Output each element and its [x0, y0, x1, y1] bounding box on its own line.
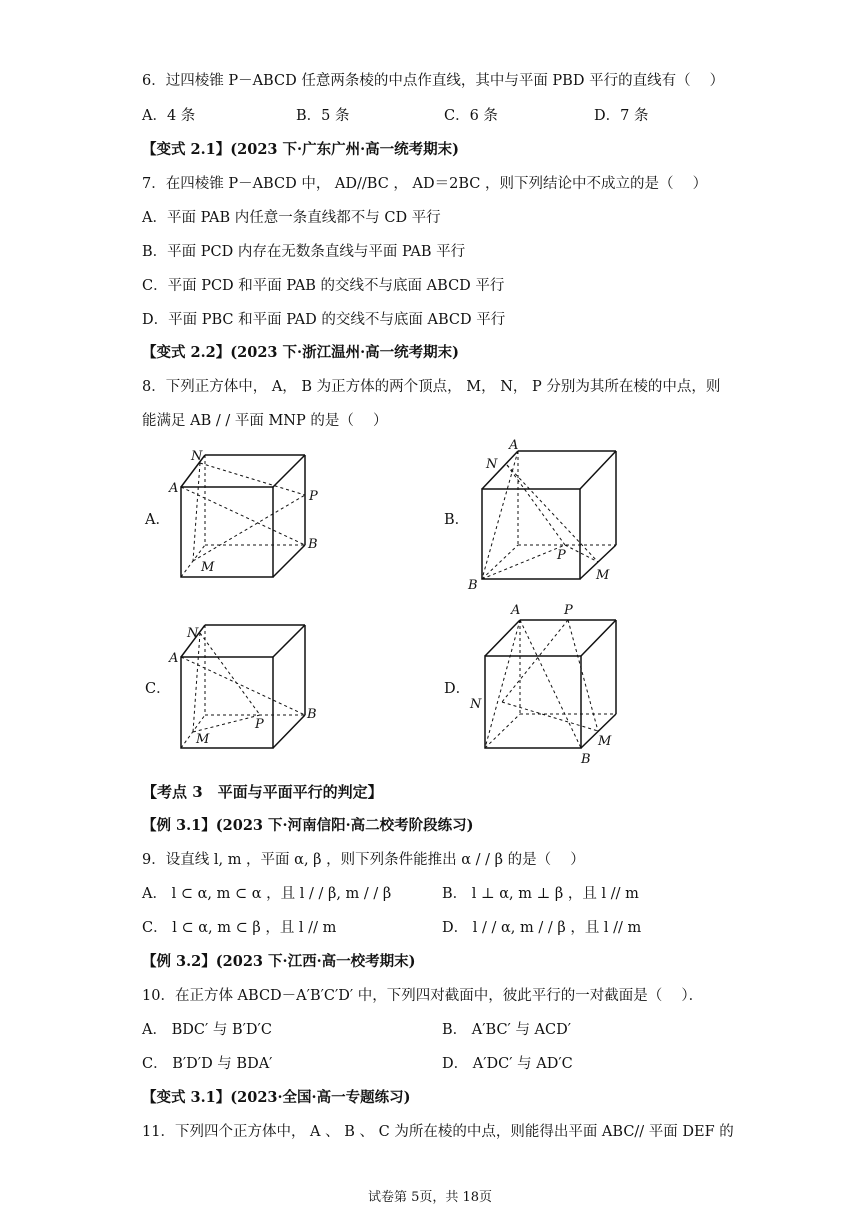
q8-stem-line1: 8．下列正方体中， A， B 为正方体的两个顶点， M， N， P 分别为其所在棱的中点，则 — [142, 379, 721, 395]
q7-option-d: D．平面 PBC 和平面 PAD 的交线不与底面 ABCD 平行 — [142, 312, 506, 328]
q9-option-a: A． l ⊂ α, m ⊂ α ，且 l / / β, m / / β — [142, 886, 392, 902]
fig-c-label-p: P — [255, 717, 264, 732]
q6-option-d: D．7 条 — [594, 108, 649, 124]
q8-figure-d — [460, 600, 635, 770]
fig-b-label-b: B — [468, 578, 478, 593]
fig-c-label-b: B — [307, 707, 317, 722]
q9-option-d: D． l / / α, m / / β ，且 l // m — [442, 920, 642, 936]
fig-a-label-m: M — [201, 560, 215, 575]
fig-b-label-p: P — [557, 548, 566, 563]
fig-b-label-n: N — [486, 457, 498, 472]
q8-label-d: D． — [444, 681, 471, 697]
q6-stem: 6．过四棱锥 P－ABCD 任意两条棱的中点作直线，其中与平面 PBD 平行的直线有（ ） — [142, 73, 725, 89]
fig-b-label-a: A — [509, 438, 519, 453]
q7-option-c: C．平面 PCD 和平面 PAB 的交线不与底面 ABCD 平行 — [142, 278, 505, 294]
fig-a-label-n: N — [191, 449, 203, 464]
page-footer: 试卷第 5页，共 18页 — [367, 1190, 493, 1205]
fig-c-label-a: A — [169, 651, 179, 666]
q10-option-a: A． BDC′ 与 B′D′C — [142, 1022, 272, 1038]
fig-a-label-b: B — [308, 537, 318, 552]
fig-a-label-a: A — [169, 481, 179, 496]
q7-option-a: A．平面 PAB 内任意一条直线都不与 CD 平行 — [142, 210, 441, 226]
fig-b-label-m: M — [596, 568, 610, 583]
q6-option-b: B．5 条 — [296, 108, 350, 124]
q8-label-a: A． — [145, 512, 170, 528]
fig-d-label-a: A — [511, 603, 521, 618]
section-3-heading: 【考点 3 平面与平面平行的判定】 — [142, 783, 383, 801]
variant-3-1-heading: 【变式 3.1】(2023·全国·高一专题练习) — [142, 1089, 411, 1106]
q8-label-b: B． — [444, 512, 470, 528]
q8-figure-b — [460, 435, 630, 595]
fig-d-label-b: B — [581, 752, 591, 767]
q11-stem: 11．下列四个正方体中， A 、 B 、 C 为所在棱的中点，则能得出平面 ABC// 平面 DEF 的 — [142, 1124, 734, 1140]
q8-figure-c — [165, 615, 335, 765]
q6-option-a: A．4 条 — [142, 108, 196, 124]
example-3-1-heading: 【例 3.1】(2023 下·河南信阳·高二校考阶段练习) — [142, 817, 474, 834]
q7-option-b: B．平面 PCD 内存在无数条直线与平面 PAB 平行 — [142, 244, 466, 260]
q9-option-c: C． l ⊂ α, m ⊂ β ，且 l // m — [142, 920, 337, 936]
fig-a-label-p: P — [309, 489, 318, 504]
fig-d-label-m: M — [598, 734, 612, 749]
q10-stem: 10．在正方体 ABCD－A′B′C′D′ 中，下列四对截面中，彼此平行的一对截面是（ ）． — [142, 988, 704, 1004]
q9-option-b: B． l ⊥ α, m ⊥ β ，且 l // m — [442, 886, 639, 902]
q8-stem-line2: 能满足 AB / / 平面 MNP 的是（ ） — [142, 413, 388, 429]
fig-d-label-n: N — [470, 697, 482, 712]
q9-stem: 9．设直线 l, m ，平面 α, β ，则下列条件能推出 α / / β 的是（ ） — [142, 852, 585, 868]
example-3-2-heading: 【例 3.2】(2023 下·江西·高一校考期末) — [142, 953, 416, 970]
q10-option-d: D． A′DC′ 与 AD′C — [442, 1056, 573, 1072]
variant-2-2-heading: 【变式 2.2】(2023 下·浙江温州·高一统考期末) — [142, 344, 459, 361]
fig-c-label-m: M — [196, 732, 210, 747]
fig-d-label-p: P — [564, 603, 573, 618]
fig-c-label-n: N — [187, 626, 199, 641]
variant-2-1-heading: 【变式 2.1】(2023 下·广东广州·高一统考期末) — [142, 141, 459, 158]
q10-option-c: C． B′D′D 与 BDA′ — [142, 1056, 273, 1072]
q8-figure-a — [165, 440, 335, 590]
q7-stem: 7．在四棱锥 P－ABCD 中， AD//BC ， AD＝2BC ，则下列结论中不成立的是（ ） — [142, 176, 708, 192]
q6-option-c: C．6 条 — [444, 108, 498, 124]
q8-label-c: C． — [145, 681, 171, 697]
q10-option-b: B． A′BC′ 与 ACD′ — [442, 1022, 572, 1038]
